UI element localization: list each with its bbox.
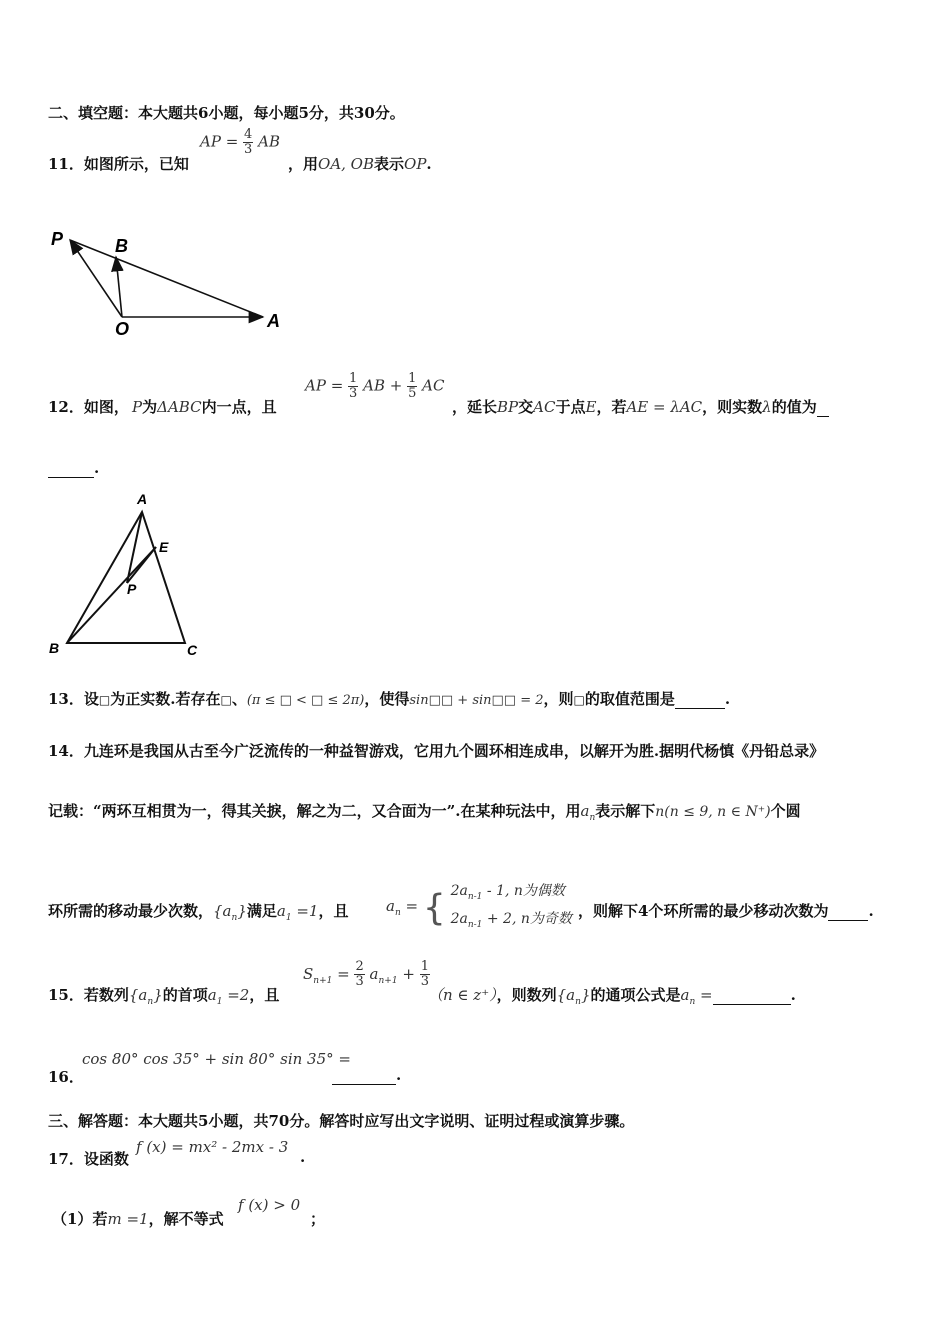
q11-target: OP bbox=[404, 155, 427, 173]
question-17: 17．设函数 bbox=[48, 1150, 129, 1168]
q15-number: 15． bbox=[48, 986, 84, 1004]
q11-formula bbox=[200, 128, 280, 157]
q11-lhs: AP = bbox=[200, 132, 239, 151]
q12-answer-line: . bbox=[48, 459, 99, 478]
section-heading-solve: 三、解答题：本大题共5小题，共70分。解答时应写出文字说明、证明过程或演算步骤。 bbox=[48, 1112, 635, 1130]
q12-answer-blank-a[interactable] bbox=[817, 398, 829, 417]
vector-ob bbox=[116, 257, 122, 317]
q11-number: 11． bbox=[48, 155, 84, 173]
q11-vars: OA, OB bbox=[318, 155, 375, 173]
q12-part2: ，延长BP交AC于点E，若AE = λAC，则实数λ的值为 bbox=[452, 396, 829, 417]
q13-condition: (π ≤ □ < □ ≤ 2π) bbox=[246, 693, 365, 708]
q13-answer-blank[interactable] bbox=[675, 690, 725, 709]
question-13: 13．设□为正实数.若存在□、(π ≤ □ < □ ≤ 2π)，使得sin□□ + sin□□ = 2，则□的取值范围是 . bbox=[48, 690, 731, 708]
q11-text: 如图所示，已知 bbox=[83, 155, 189, 173]
line-be bbox=[67, 547, 156, 643]
question-15: 15．若数列$\{a_n\}$的首项$a_1 =2$，且 bbox=[48, 986, 280, 1007]
q17-inequality: f (x) > 0 bbox=[238, 1196, 301, 1214]
line-ap bbox=[70, 240, 263, 317]
q17-function: f (x) = mx² - 2mx - 3 bbox=[136, 1138, 289, 1156]
section-heading-fill-in: 二、填空题：本大题共6小题，每小题5分，共30分。 bbox=[48, 104, 405, 122]
q14-answer-blank[interactable] bbox=[828, 902, 868, 921]
q12-part1: P为ΔABC内一点，且 bbox=[132, 398, 277, 416]
q13-number: 13． bbox=[48, 690, 84, 708]
q15-answer-blank[interactable] bbox=[713, 986, 791, 1005]
question-12: 12．如图， bbox=[48, 398, 129, 416]
q15-formula: $S_{n+1}$ = $\frac{2}{3}$ $a_{n+1}$ + $\frac{1}{3}$ bbox=[303, 959, 429, 989]
q16-expression: cos 80° cos 35° + sin 80° sin 35° = bbox=[82, 1050, 351, 1068]
q12-number: 12． bbox=[48, 398, 84, 416]
q14-piecewise: $a_n$ = { $2a_{n-1} - 1$, n为偶数 $2a_{n-1} + 2$, n为奇数 bbox=[386, 883, 572, 930]
label-p2: P bbox=[127, 581, 137, 597]
label-p: P bbox=[51, 229, 64, 249]
q16-answer-blank[interactable] bbox=[332, 1066, 396, 1085]
q17-end: . bbox=[300, 1148, 306, 1166]
label-a2: A bbox=[137, 491, 148, 507]
q17-part1: （1）若m =1，解不等式 bbox=[52, 1210, 224, 1228]
q13-equation: sin□□ + sin□□ = 2 bbox=[409, 693, 544, 708]
label-c: C bbox=[187, 642, 198, 658]
q11-figure bbox=[45, 225, 290, 340]
q14-line2: 记载：“两环互相贯为一，得其关捩，解之为二，又合面为一”.在某种玩法中，用$a_n$表示解下n(n ≤ 9, n ∈ N⁺)个圆 bbox=[48, 802, 801, 823]
q12-figure bbox=[45, 490, 215, 665]
question-14: 14．九连环是我国从古至今广泛流传的一种益智游戏，它用九个圆环相连成串，以解开为胜.据明代杨慎《丹铅总录》 bbox=[48, 742, 825, 760]
label-a: A bbox=[267, 311, 280, 331]
label-b: B bbox=[115, 236, 128, 256]
q11-rest: ，用OA, OB表示OP. bbox=[288, 155, 432, 173]
q11-fraction: $\frac{4}{3}$ bbox=[244, 127, 253, 157]
q16-blank: . bbox=[332, 1066, 401, 1085]
q14-line3: 环所需的移动最少次数，$\{a_n\}$满足$a_1 =1$，且 bbox=[48, 902, 349, 923]
q12-triangle: ΔABC bbox=[157, 398, 202, 416]
q17-part1-end: ； bbox=[310, 1210, 326, 1228]
label-e: E bbox=[159, 539, 169, 555]
label-o: O bbox=[115, 319, 130, 339]
q17-number: 17． bbox=[48, 1150, 84, 1168]
q11-rhs: AB bbox=[258, 132, 280, 151]
question-16-number: 16． bbox=[48, 1068, 84, 1086]
q14-end: ，则解下4个环所需的最少移动次数为 . bbox=[578, 902, 874, 920]
q14-n-condition: n(n ≤ 9, n ∈ N⁺) bbox=[655, 804, 771, 820]
label-b2: B bbox=[49, 640, 60, 656]
q12-formula: AP = $\frac{1}{3}$ AB + $\frac{1}{5}$ AC bbox=[305, 371, 445, 401]
q12-answer-blank[interactable] bbox=[48, 459, 94, 478]
question-11 bbox=[48, 153, 189, 174]
q14-number: 14． bbox=[48, 742, 84, 760]
q15-rest: （n ∈ z⁺），则数列$\{a_n\}$的通项公式是$a_n$ = . bbox=[428, 986, 796, 1007]
